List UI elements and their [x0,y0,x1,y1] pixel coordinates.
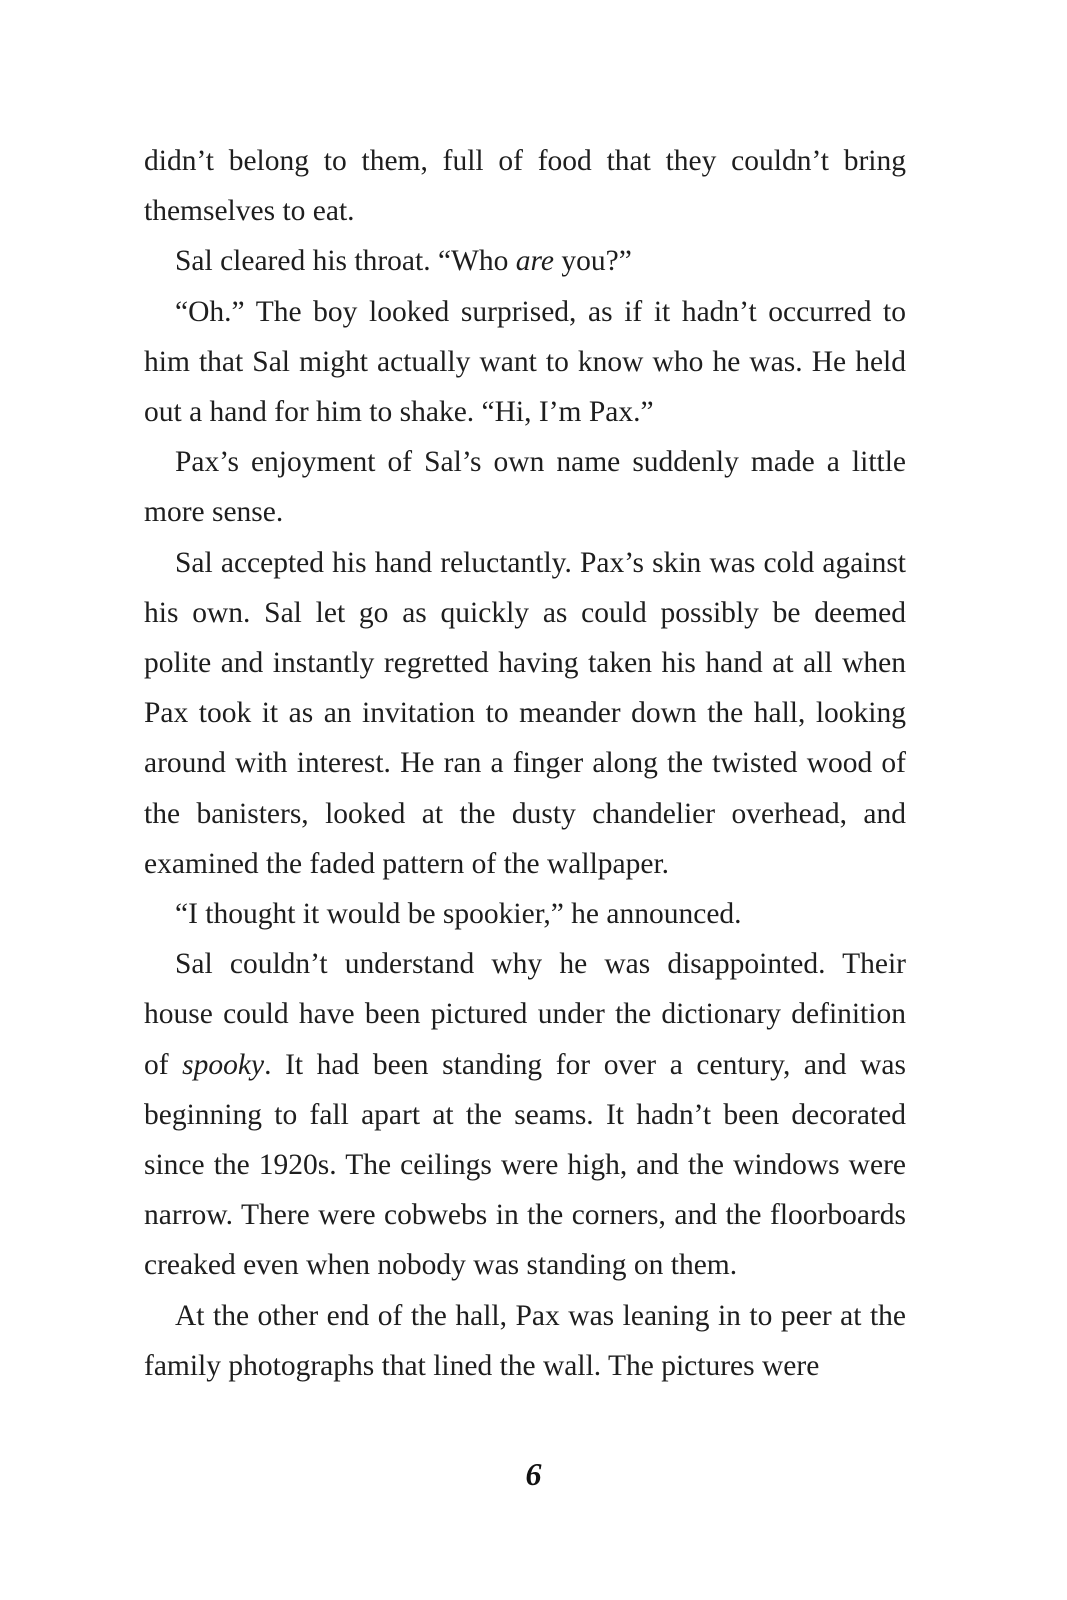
paragraph: Pax’s enjoyment of Sal’s own name suddenly made a little more sense. [144,446,906,529]
paragraph: At the other end of the hall, Pax was leaning in to peer at the family photographs that lined the wall. The pictures were [144,1299,906,1382]
page-number: 6 [525,1456,542,1492]
paragraph: Sal cleared his throat. “Who are you?” [175,245,632,278]
paragraph: Sal couldn’t understand why he was disappointed. Their house could have been pictured under the dictionary definition of spooky. It had been standing for over a century, and was beginning to fall apart at the seams. It hadn’t been decorated since the 1920s. The ceilings were high, and the windows were narrow. There were cobwebs in the corners, and the floorboards creaked even when nobody was standing on them. [144,948,906,1282]
paragraph: didn’t belong to them, full of food that they couldn’t bring themselves to eat. [144,145,906,228]
body-text [144,136,906,1391]
paragraph: “Oh.” The boy looked surprised, as if it hadn’t occurred to him that Sal might actually want to know who he was. He held out a hand for him to shake. “Hi, I’m Pax.” [144,295,906,429]
paragraph: “I thought it would be spookier,” he announced. [175,898,742,931]
paragraph: Sal accepted his hand reluctantly. Pax’s skin was cold against his own. Sal let go as quickly as could possibly be deemed polite and instantly regretted having taken his hand at all when Pax took it as an invitation to meander down the hall, looking around with interest. He ran a finger along the twisted wood of the banisters, looked at the dusty chandelier overhead, and examined the faded pattern of the wallpaper. [144,546,906,880]
